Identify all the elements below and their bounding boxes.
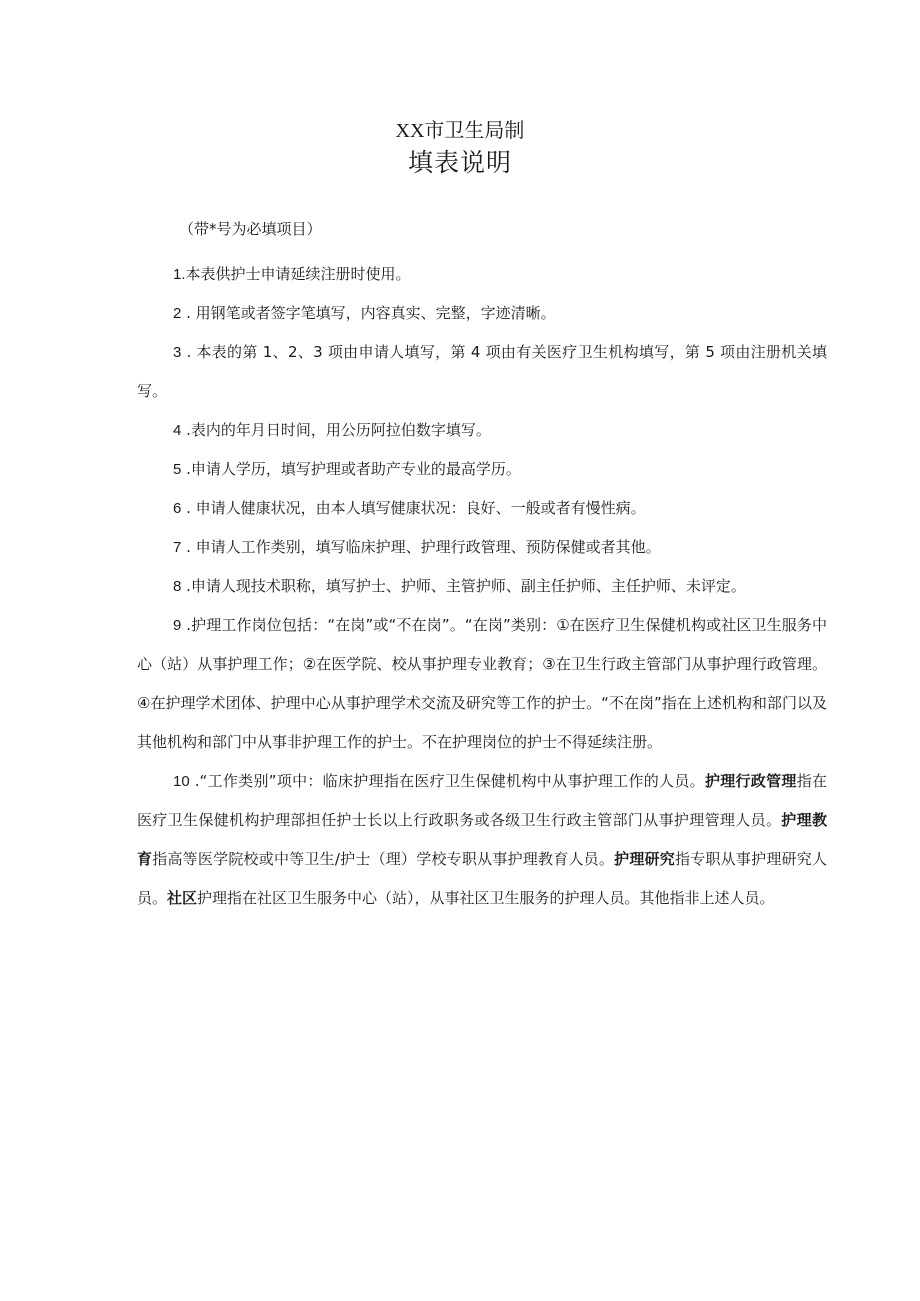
item-number: 6 bbox=[173, 500, 182, 517]
item-text: .护理工作岗位包括：“在岗”或“不在岗”。“在岗”类别：①在医疗卫生保健机构或社区卫生服务中心（站）从事护理工作；②在医学院、校从事护理专业教育；③在卫生行政主管部门从事护理行政管理。④在护理学术团体、护理中心从事护理学术交流及研究等工作的护士。“不在岗”指在上述机构和部门以及其他机构和部门中从事非护理工作的护士。不在护理岗位的护士不得延续注册。 bbox=[137, 616, 827, 751]
issuer-line: XX市卫生局制 bbox=[395, 120, 525, 142]
item-text: 本表供护士申请延续注册时使用。 bbox=[185, 265, 411, 283]
instruction-item-2 bbox=[137, 294, 827, 333]
item-number: 10 bbox=[173, 773, 190, 790]
item-text: .表内的年月日时间，用公历阿拉伯数字填写。 bbox=[181, 421, 491, 439]
item-text: . 申请人工作类别，填写临床护理、护理行政管理、预防保健或者其他。 bbox=[181, 538, 661, 556]
item-text: . 申请人健康状况，由本人填写健康状况：良好、一般或者有慢性病。 bbox=[181, 499, 646, 517]
instruction-item-5 bbox=[137, 450, 827, 489]
term-nursing-education: 护理教育 bbox=[137, 811, 827, 868]
item-text: .申请人学历，填写护理或者助产专业的最高学历。 bbox=[181, 460, 521, 478]
instruction-item-6 bbox=[137, 489, 827, 528]
item-number: 9 bbox=[173, 617, 182, 634]
item-number: 4 bbox=[173, 422, 182, 439]
item-number: 3 bbox=[173, 344, 182, 361]
term-nursing-research: 护理研究 bbox=[614, 850, 675, 868]
instructions-body bbox=[137, 216, 827, 918]
item-text: .申请人现技术职称，填写护士、护师、主管护师、副主任护师、主任护师、未评定。 bbox=[181, 577, 746, 595]
item-number: 2 bbox=[173, 305, 182, 322]
instruction-item-3 bbox=[137, 333, 827, 411]
item-number: 5 bbox=[173, 461, 182, 478]
item-text: . 用钢笔或者签字笔填写，内容真实、完整，字迹清晰。 bbox=[181, 304, 556, 322]
item-text: 指专职从事护理研究人员。 bbox=[137, 850, 827, 907]
instruction-item-8 bbox=[137, 567, 827, 606]
item-text: .“工作类别”项中：临床护理指在医疗卫生保健机构中从事护理工作的人员。 bbox=[189, 772, 705, 790]
item-text: 护理指在社区卫生服务中心（站），从事社区卫生服务的护理人员。其他指非上述人员。 bbox=[197, 889, 775, 907]
instruction-item-7 bbox=[137, 528, 827, 567]
page-title: 填表说明 bbox=[407, 148, 512, 177]
term-community: 社区 bbox=[167, 889, 198, 907]
instruction-item-1 bbox=[137, 255, 827, 294]
instruction-item-10 bbox=[137, 762, 827, 918]
item-number: 8 bbox=[173, 578, 182, 595]
instruction-item-9 bbox=[137, 606, 827, 762]
item-text: . 本表的第 1、2、3 项由申请人填写，第 4 项由有关医疗卫生机构填写，第 5 项由注册机关填写。 bbox=[137, 343, 827, 400]
item-number: 7 bbox=[173, 539, 182, 556]
document-header bbox=[0, 116, 920, 180]
item-text: 指在医疗卫生保健机构护理部担任护士长以上行政职务或各级卫生行政主管部门从事护理管理人员。 bbox=[137, 772, 827, 829]
item-text: 指高等医学院校或中等卫生/护士（理）学校专职从事护理教育人员。 bbox=[152, 850, 615, 868]
term-nursing-admin: 护理行政管理 bbox=[704, 772, 797, 790]
item-number: 1. bbox=[173, 266, 186, 283]
instruction-item-4 bbox=[137, 411, 827, 450]
required-note: （带*号为必填项目） bbox=[179, 220, 322, 238]
